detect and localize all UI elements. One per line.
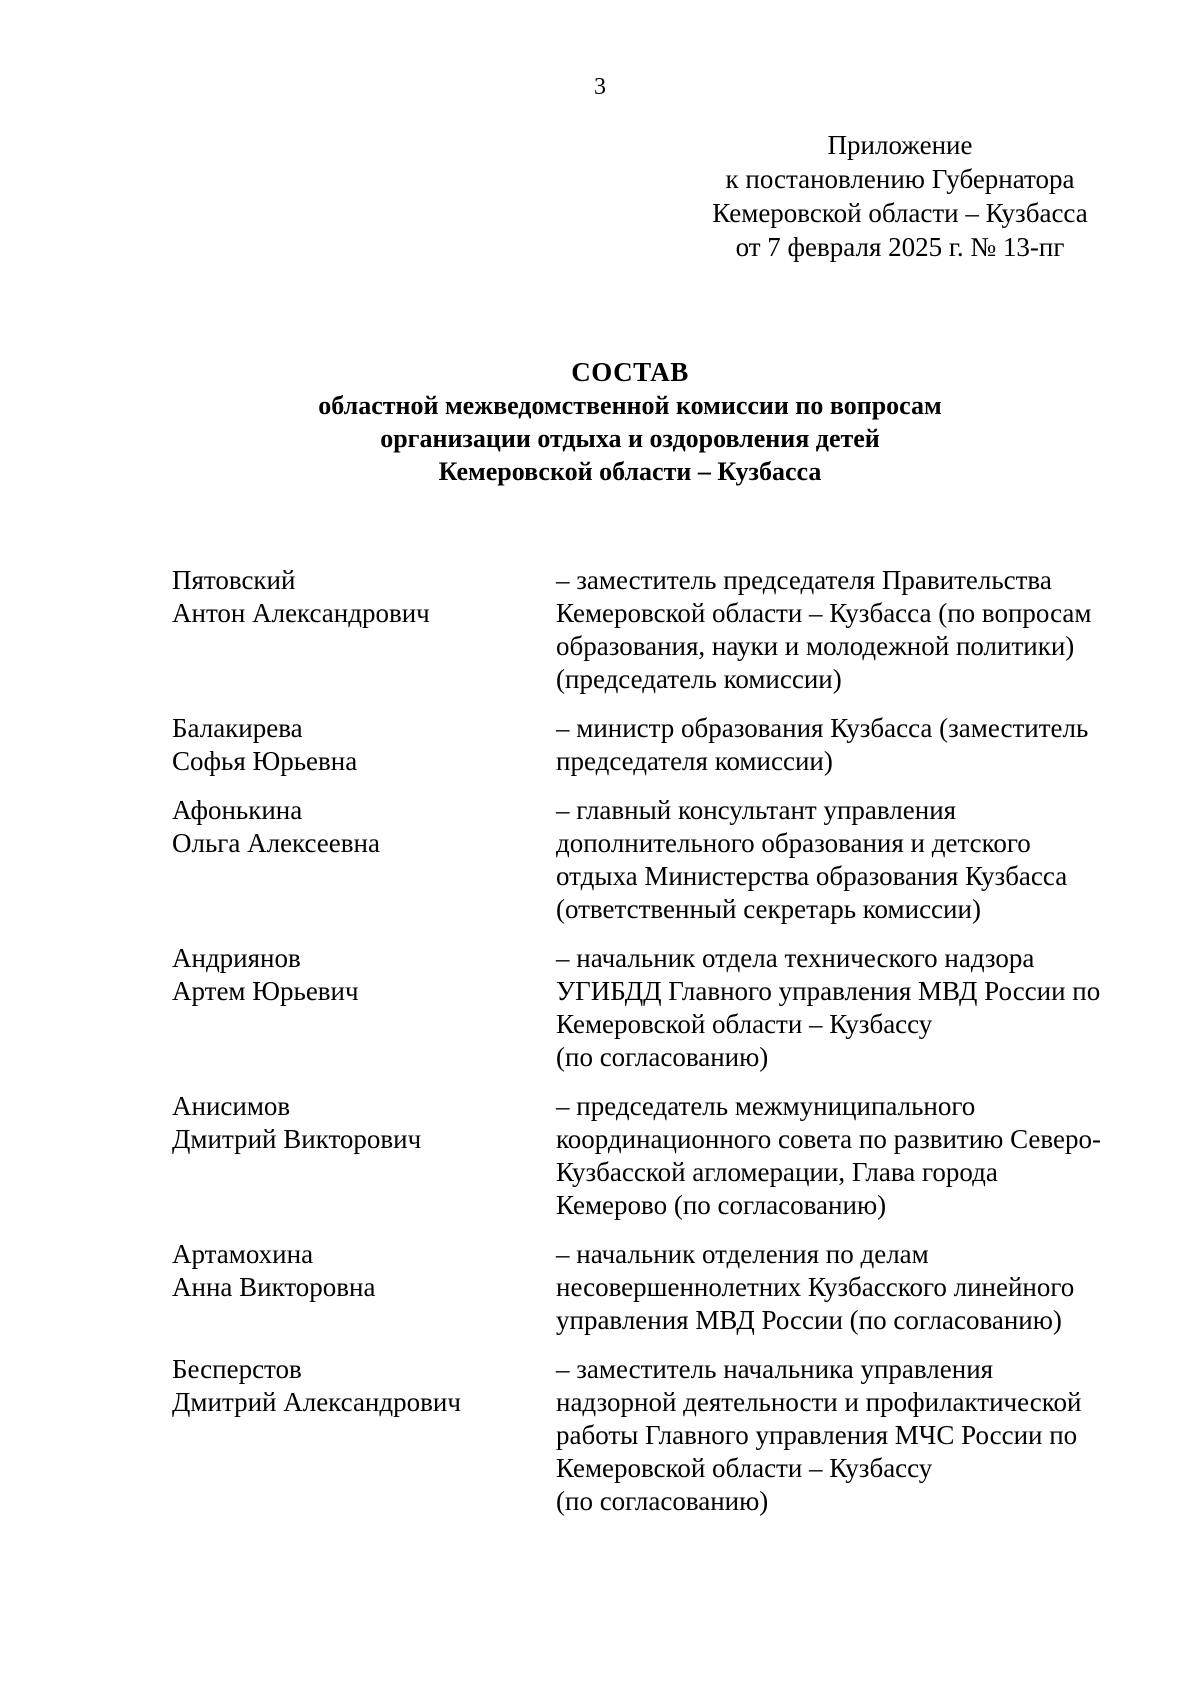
member-given-name: Антон Александрович: [172, 598, 430, 628]
member-entry: [172, 1238, 1152, 1337]
member-position: [556, 1353, 1152, 1518]
position-line: – начальник отделения по делам: [556, 1239, 929, 1269]
members-list: [172, 564, 1152, 1518]
member-entry: [172, 1090, 1152, 1222]
member-position: [556, 942, 1152, 1074]
appendix-header: [700, 128, 1100, 264]
member-name: [172, 942, 556, 1074]
position-line: образования, науки и молодежной политики): [556, 631, 1075, 661]
member-given-name: Ольга Алексеевна: [172, 828, 380, 858]
position-line: (ответственный секретарь комиссии): [556, 894, 981, 924]
position-line: надзорной деятельности и профилактической: [556, 1387, 1082, 1417]
member-entry: [172, 712, 1152, 778]
position-line: дополнительного образования и детского: [556, 828, 1031, 858]
member-position: [556, 1238, 1152, 1337]
position-line: – главный консультант управления: [556, 795, 957, 825]
member-position: [556, 794, 1152, 926]
member-name: [172, 794, 556, 926]
page-number: 3: [594, 74, 606, 100]
member-name: [172, 564, 556, 696]
document-title: [0, 356, 1200, 488]
appendix-line: Приложение: [827, 130, 973, 160]
title-line: организации отдыха и оздоровления детей: [380, 424, 880, 453]
position-line: управления МВД России (по согласованию): [556, 1305, 1062, 1335]
member-entry: [172, 1353, 1152, 1518]
position-line: (по согласованию): [556, 1486, 769, 1516]
position-line: – председатель межмуниципального: [556, 1091, 976, 1121]
member-name: [172, 1353, 556, 1518]
position-line: Кемерово (по согласованию): [556, 1190, 887, 1220]
position-line: – заместитель председателя Правительства: [556, 565, 1052, 595]
member-position: [556, 564, 1152, 696]
member-surname: Артамохина: [172, 1239, 314, 1269]
position-line: (по согласованию): [556, 1042, 769, 1072]
member-given-name: Дмитрий Викторович: [172, 1124, 422, 1154]
position-line: – заместитель начальника управления: [556, 1354, 994, 1384]
title-line: Кемеровской области – Кузбасса: [438, 457, 822, 486]
position-line: (председатель комиссии): [556, 664, 842, 694]
member-surname: Анисимов: [172, 1091, 291, 1121]
position-line: отдыха Министерства образования Кузбасса: [556, 861, 1068, 891]
member-surname: Андриянов: [172, 943, 301, 973]
member-surname: Афонькина: [172, 795, 303, 825]
member-entry: [172, 942, 1152, 1074]
member-position: [556, 712, 1152, 778]
position-line: Кемеровской области – Кузбассу: [556, 1009, 933, 1039]
member-entry: [172, 564, 1152, 696]
member-given-name: Дмитрий Александрович: [172, 1387, 461, 1417]
member-name: [172, 712, 556, 778]
member-given-name: Артем Юрьевич: [172, 976, 359, 1006]
position-line: УГИБДД Главного управления МВД России по: [556, 976, 1101, 1006]
member-surname: Бесперстов: [172, 1354, 302, 1384]
position-line: Кемеровской области – Кузбасса (по вопросам: [556, 598, 1092, 628]
member-name: [172, 1238, 556, 1337]
appendix-line: к постановлению Губернатора: [725, 164, 1075, 194]
appendix-line: Кемеровской области – Кузбасса: [712, 198, 1088, 228]
position-line: координационного совета по развитию Северо-: [556, 1124, 1101, 1154]
member-position: [556, 1090, 1152, 1222]
position-line: работы Главного управления МЧС России по: [556, 1420, 1078, 1450]
member-name: [172, 1090, 556, 1222]
position-line: – начальник отдела технического надзора: [556, 943, 1035, 973]
appendix-line: от 7 февраля 2025 г. № 13-пг: [735, 232, 1065, 262]
position-line: Кузбасской агломерации, Глава города: [556, 1157, 998, 1187]
member-surname: Балакирева: [172, 713, 303, 743]
member-entry: [172, 794, 1152, 926]
member-given-name: Софья Юрьевна: [172, 746, 358, 776]
member-given-name: Анна Викторовна: [172, 1272, 376, 1302]
position-line: Кемеровской области – Кузбассу: [556, 1453, 933, 1483]
title-line: областной межведомственной комиссии по вопросам: [318, 391, 942, 420]
title-main: СОСТАВ: [571, 357, 689, 387]
position-line: – министр образования Кузбасса (заместитель: [556, 713, 1089, 743]
position-line: председателя комиссии): [556, 746, 833, 776]
member-surname: Пятовский: [172, 565, 296, 595]
position-line: несовершеннолетних Кузбасского линейного: [556, 1272, 1075, 1302]
